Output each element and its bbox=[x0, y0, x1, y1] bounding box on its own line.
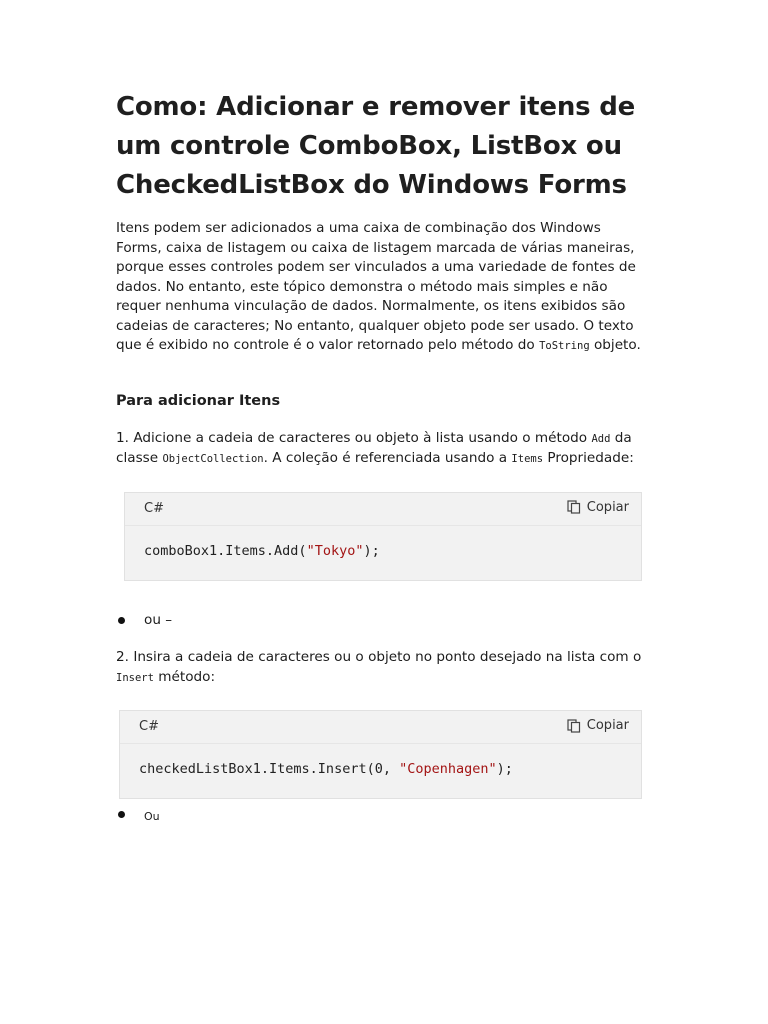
step-2 bbox=[116, 648, 646, 688]
copy-button[interactable] bbox=[567, 500, 629, 515]
step-1-text-c: . A coleção é referenciada usando a bbox=[263, 450, 508, 466]
code-block-1 bbox=[124, 492, 642, 581]
step-1-text-a: Adicione a cadeia de caracteres ou objeto à lista usando o método bbox=[133, 429, 588, 446]
bullet-text: ou – bbox=[144, 611, 173, 628]
copy-icon bbox=[567, 719, 581, 733]
intro-paragraph bbox=[116, 219, 646, 357]
tostring-code: ToString bbox=[539, 340, 590, 352]
page-title: Como: Adicionar e remover itens de um controle ComboBox, ListBox ou CheckedListBox do Windows Forms bbox=[116, 92, 636, 200]
intro-text: Itens podem ser adicionados a uma caixa de combinação dos Windows Forms, caixa de listagem ou caixa de listagem marcada de várias maneiras, porque esses controles podem ser vinculados a uma variedade de fontes de dados. No entanto, este tópico demonstra o método mais simples e não requer nenhuma vinculação de dados. Normalmente, os itens exibidos são cadeias de caracteres; No entanto, qualquer objeto pode ser usado. O texto que é exibido no controle é o valor retornado pelo método do bbox=[116, 220, 636, 353]
code-block-header bbox=[120, 711, 641, 744]
step-1-text-b: da classe bbox=[116, 429, 632, 466]
step-1-text-d: Propriedade: bbox=[547, 450, 634, 466]
code-text: checkedListBox1.Items.Insert(0, bbox=[139, 761, 400, 777]
code-text-end: ); bbox=[363, 542, 380, 559]
step-2-number: 2. bbox=[116, 649, 129, 665]
article bbox=[116, 88, 646, 827]
string-literal: "Copenhagen" bbox=[399, 761, 497, 777]
code-block-body bbox=[125, 526, 641, 580]
items-code: Items bbox=[511, 453, 544, 465]
code-text-end: ); bbox=[496, 761, 513, 777]
insert-code: Insert bbox=[116, 671, 154, 684]
step-1-number: 1. bbox=[116, 429, 129, 446]
step-2-text-a: Insira a cadeia de caracteres ou o objeto no ponto desejado na lista com o bbox=[133, 649, 642, 665]
list-item bbox=[116, 807, 646, 827]
bullet-icon bbox=[118, 811, 125, 818]
code-block-header bbox=[125, 493, 641, 526]
list-item bbox=[116, 611, 646, 631]
intro-text-end: objeto. bbox=[593, 337, 641, 353]
code-block-2 bbox=[119, 710, 642, 799]
add-code: Add bbox=[591, 432, 611, 445]
code-line bbox=[139, 761, 513, 777]
string-literal: "Tokyo" bbox=[306, 542, 364, 559]
copy-icon bbox=[567, 500, 581, 514]
objectcollection-code: ObjectCollection bbox=[162, 453, 264, 465]
step-1 bbox=[116, 429, 646, 470]
code-line bbox=[144, 543, 380, 559]
code-block-body bbox=[120, 744, 641, 798]
copy-label: Copiar bbox=[586, 718, 629, 733]
bullet-text: Ou bbox=[144, 810, 160, 823]
copy-label: Copiar bbox=[586, 499, 629, 515]
step-2-text-b: método: bbox=[158, 668, 216, 685]
section-heading: Para adicionar Itens bbox=[116, 392, 281, 409]
code-language-label: C# bbox=[144, 500, 164, 516]
bullet-icon bbox=[118, 617, 125, 624]
code-language-label: C# bbox=[139, 719, 159, 734]
code-text: comboBox1.Items.Add( bbox=[144, 542, 307, 559]
copy-button[interactable] bbox=[567, 718, 629, 733]
